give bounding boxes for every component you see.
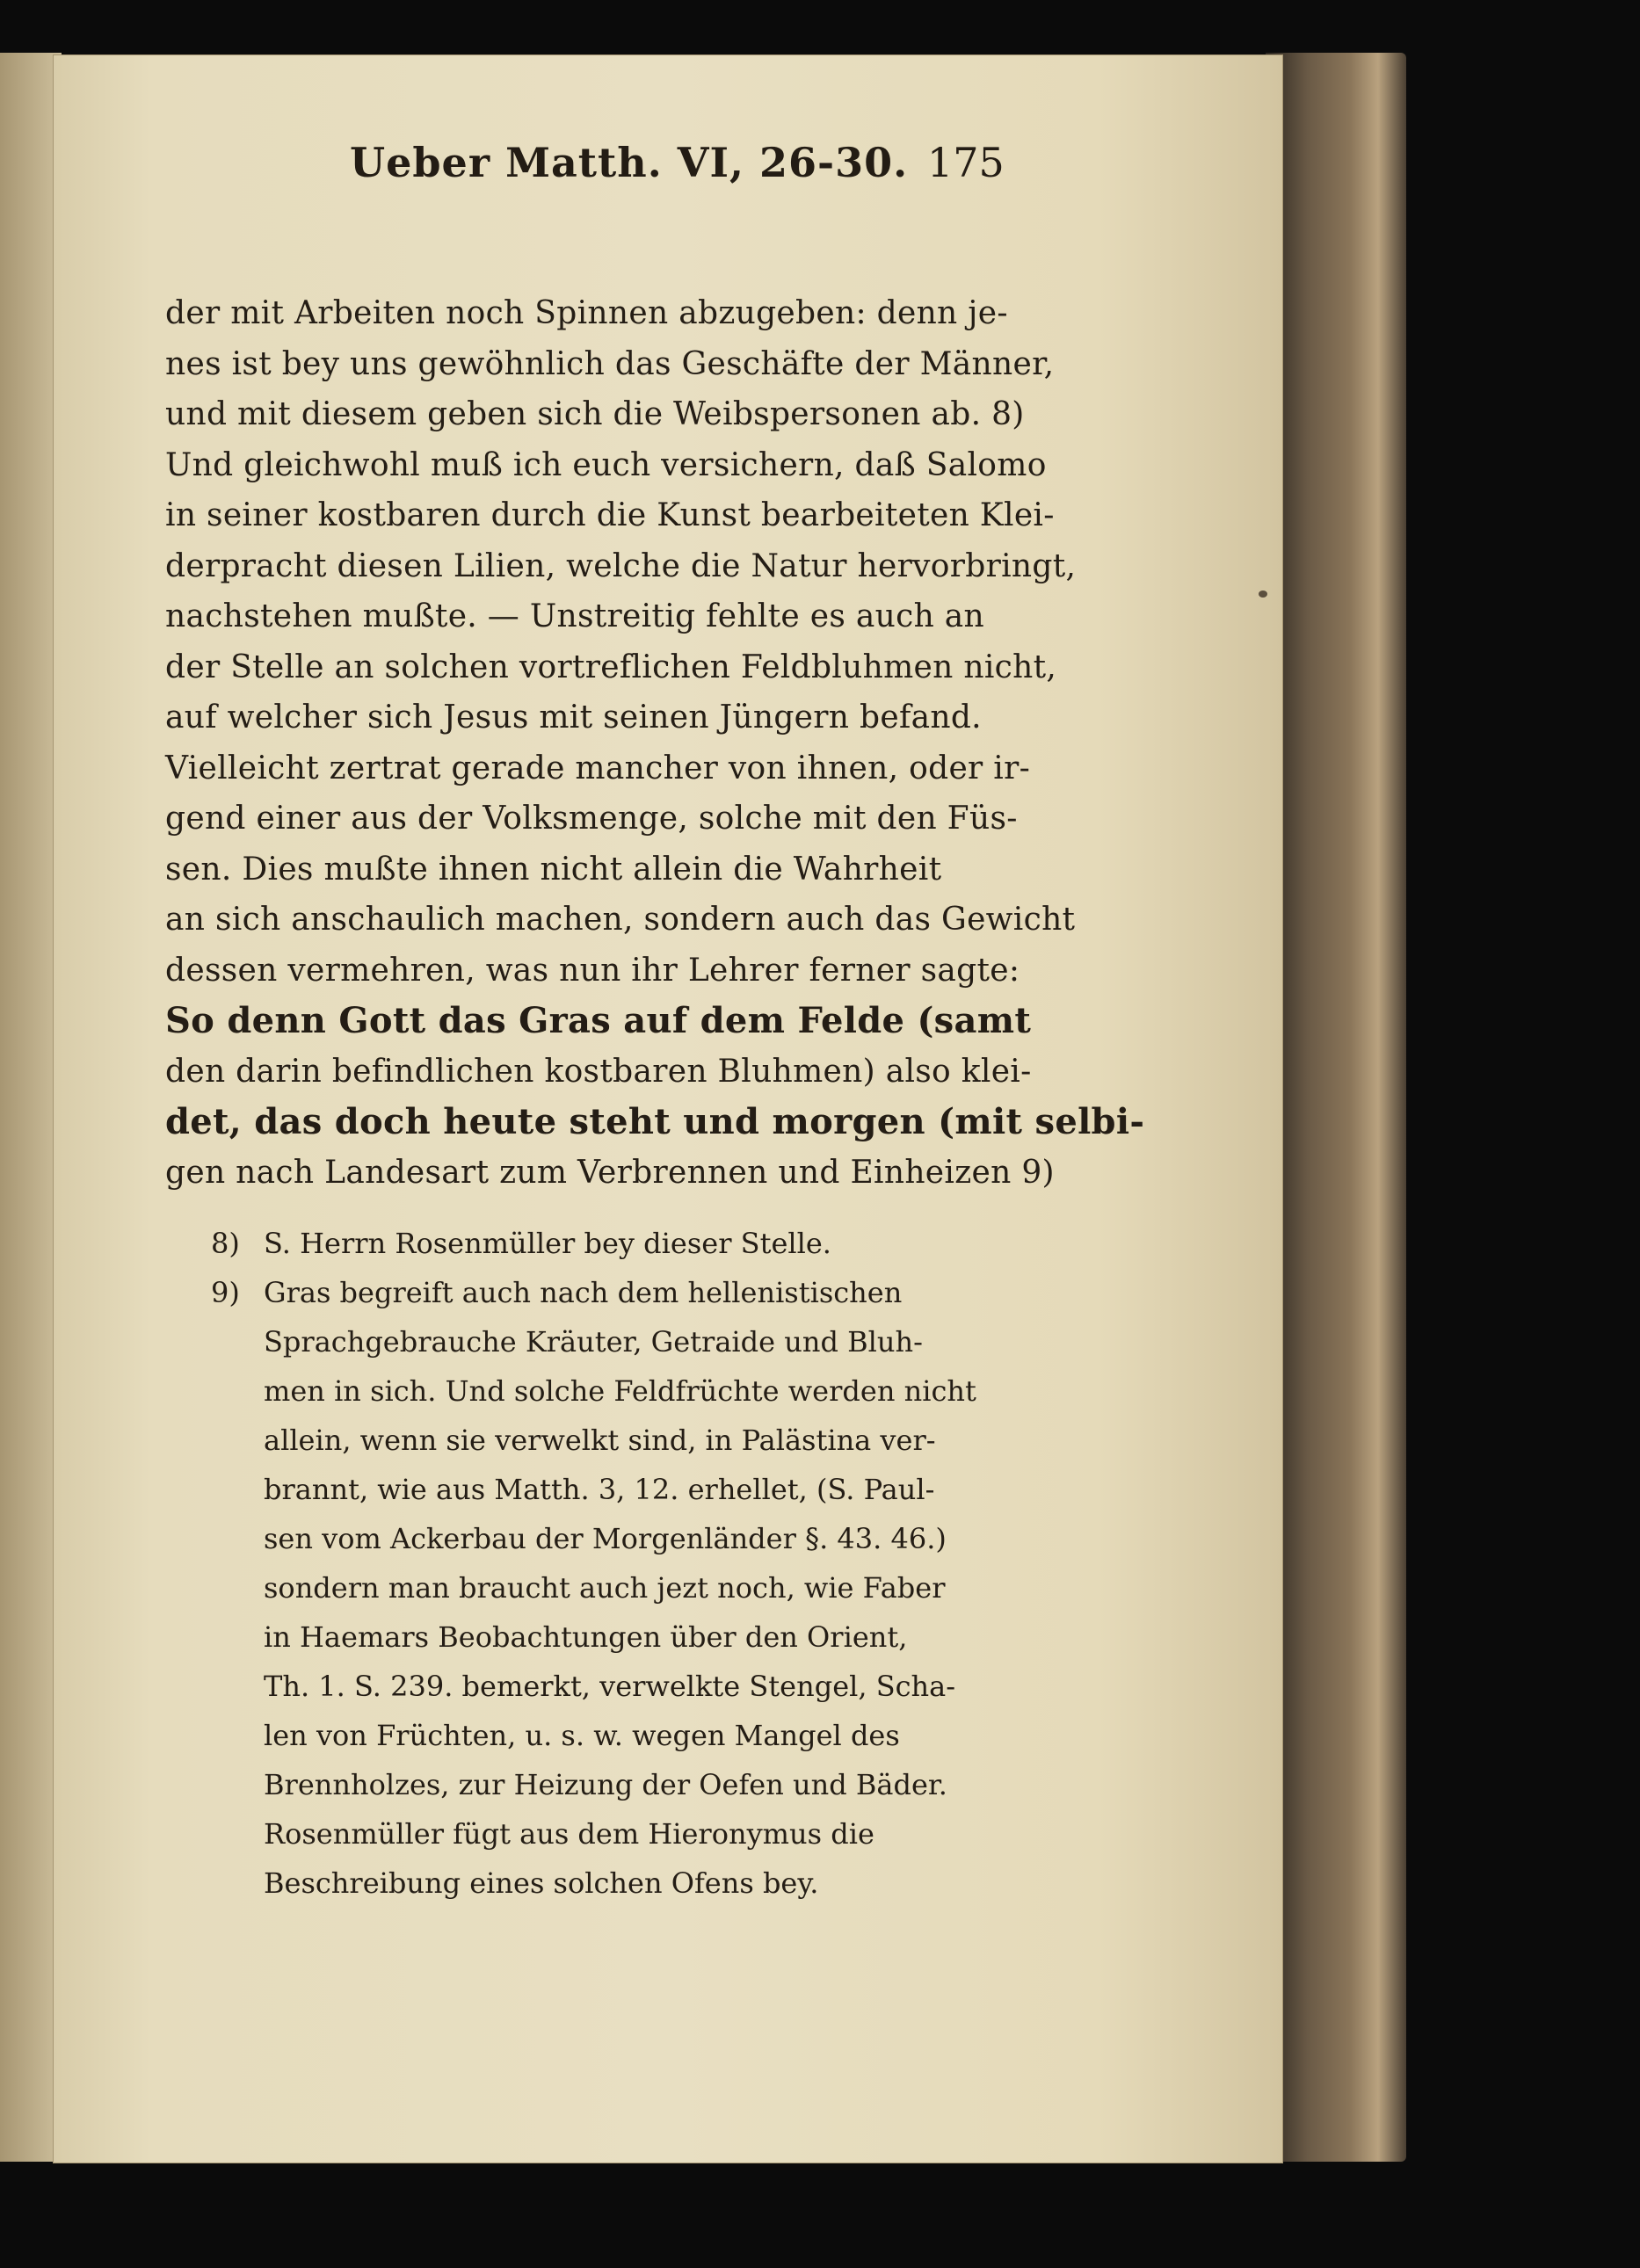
footnote-9 [211, 1268, 1011, 1317]
text-line: an sich anschaulich machen, sondern auch das Gewicht [165, 902, 1076, 938]
footnote-text: S. Herrn Rosenmüller bey dieser Stelle. [264, 1227, 831, 1260]
page-header [299, 139, 1028, 209]
footnote-line: Beschreibung eines solchen Ofens bey. [264, 1866, 819, 1900]
text-line: derpracht diesen Lilien, welche die Natur hervorbringt, [165, 547, 1077, 584]
footnote-line: men in sich. Und solche Feldfrüchte werden nicht [264, 1374, 976, 1408]
footnote-mark: 8) [211, 1227, 240, 1260]
text-line: der mit Arbeiten noch Spinnen abzugeben: denn je- [165, 295, 1008, 331]
footnote-line: brannt, wie aus Matth. 3, 12. erhellet, (S. Paul- [264, 1473, 935, 1506]
page-speck [1259, 591, 1267, 598]
footnotes-block [211, 1219, 1011, 1908]
text-line-emphasis: So denn Gott das Gras auf dem Felde (samt [165, 1000, 1032, 1041]
footnote-line: sondern man braucht auch jezt noch, wie Faber [264, 1571, 946, 1605]
text-line: nes ist bey uns gewöhnlich das Geschäfte der Männer, [165, 345, 1055, 382]
footnote-mark: 9) [211, 1276, 240, 1309]
footnote-text: Gras begreift auch nach dem hellenistischen [264, 1276, 903, 1309]
book-page-edges [1266, 53, 1406, 2162]
text-line: Und gleichwohl muß ich euch versichern, daß Salomo [165, 446, 1047, 483]
footnote-line: Sprachgebrauche Kräuter, Getraide und Bluh- [264, 1325, 923, 1359]
text-line: nachstehen mußte. — Unstreitig fehlte es auch an [165, 598, 985, 634]
text-line: und mit diesem geben sich die Weibspersonen ab. 8) [165, 396, 1025, 432]
text-line: gen nach Landesart zum Verbrennen und Einheizen 9) [165, 1154, 1055, 1191]
footnote-line: len von Früchten, u. s. w. wegen Mangel des [264, 1719, 900, 1752]
text-line: Vielleicht zertrat gerade mancher von ihnen, oder ir- [165, 750, 1031, 786]
text-line-emphasis: det, das doch heute steht und morgen (mit selbi- [165, 1101, 1145, 1142]
text-line: sen. Dies mußte ihnen nicht allein die Wahrheit [165, 851, 942, 888]
page-number: 175 [927, 139, 1005, 186]
text-line: dessen vermehren, was nun ihr Lehrer ferner sagte: [165, 952, 1020, 989]
footnote-line: sen vom Ackerbau der Morgenländer §. 43. 46.) [264, 1522, 947, 1555]
running-title: Ueber Matth. VI, 26-30. [350, 139, 909, 186]
text-line: in seiner kostbaren durch die Kunst bearbeiteten Klei- [165, 497, 1055, 533]
footnote-line: in Haemars Beobachtungen über den Orient, [264, 1620, 908, 1654]
footnote-line: Rosenmüller fügt aus dem Hieronymus die [264, 1817, 874, 1851]
footnote-line: Brennholzes, zur Heizung der Oefen und Bäder. [264, 1768, 947, 1801]
footnote-line: Th. 1. S. 239. bemerkt, verwelkte Stengel, Scha- [264, 1670, 956, 1703]
text-line: den darin befindlichen kostbaren Bluhmen) also klei- [165, 1053, 1032, 1090]
text-line: gend einer aus der Volksmenge, solche mit den Füs- [165, 801, 1018, 837]
footnote-line: allein, wenn sie verwelkt sind, in Palästina ver- [264, 1424, 936, 1457]
text-line: auf welcher sich Jesus mit seinen Jüngern befand. [165, 699, 982, 735]
footnote-8 [211, 1219, 1011, 1268]
main-text-block [165, 288, 1145, 1198]
text-line: der Stelle an solchen vortreflichen Feldbluhmen nicht, [165, 649, 1057, 685]
